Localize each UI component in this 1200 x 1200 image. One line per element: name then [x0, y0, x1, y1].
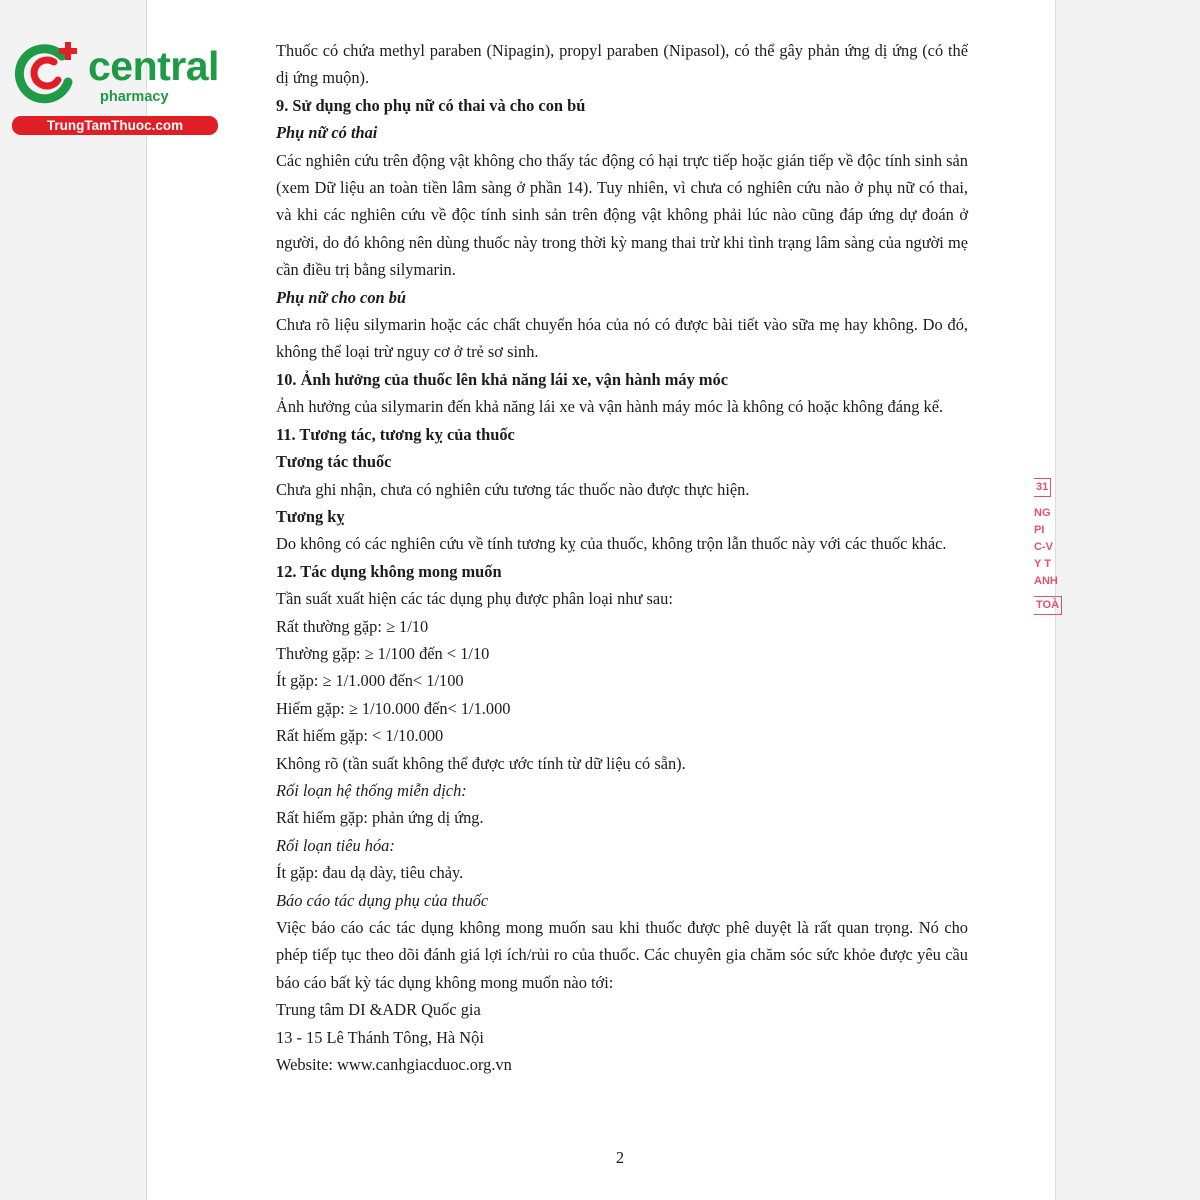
subsection-heading: Phụ nữ cho con bú [276, 287, 407, 307]
subsection-heading: Báo cáo tác dụng phụ của thuốc [276, 890, 489, 910]
paragraph: Rất hiếm gặp: < 1/10.000 [276, 726, 444, 746]
paragraph: Website: www.canhgiacduoc.org.vn [276, 1055, 512, 1075]
stamp-text-line: PI [1034, 524, 1045, 536]
logo-site-banner: TrungTamThuoc.com [12, 116, 218, 135]
section-heading: Tương tác thuốc [276, 452, 392, 472]
paragraph: Hiếm gặp: ≥ 1/10.000 đến< 1/1.000 [276, 698, 511, 718]
stamp-text [1034, 539, 1060, 556]
paragraph: Việc báo cáo các tác dụng không mong muốn sau khi thuốc được phê duyệt là rất quan trọng. Nó cho phép tiếp tục theo dõi đánh giá lợi ích/rủi ro của thuốc. Các chuyên gia chăm sóc sức khỏe được yêu cầu báo cáo bất kỳ tác dụng không mong muốn nào tới: [276, 918, 968, 992]
subsection-heading: Rối loạn tiêu hóa: [276, 835, 395, 855]
paragraph: Trung tâm DI &ADR Quốc gia [276, 1000, 481, 1020]
subsection-heading: Phụ nữ có thai [276, 123, 378, 143]
stamp-text-line: 31 [1034, 478, 1051, 497]
stamp-text [1034, 556, 1060, 573]
paragraph: Do không có các nghiên cứu về tính tương kỵ của thuốc, không trộn lẫn thuốc này với các thuốc khác. [276, 534, 947, 554]
stamp-text [1034, 596, 1060, 615]
central-pharmacy-logo[interactable] [10, 36, 219, 136]
paragraph: Không rõ (tần suất không thể được ước tính từ dữ liệu có sẵn). [276, 753, 686, 773]
logo-subtitle: pharmacy [100, 89, 169, 105]
stamp-text-line: TOÀ [1034, 596, 1062, 615]
stamp-text-line: C-V [1034, 541, 1053, 553]
paragraph: Chưa ghi nhận, chưa có nghiên cứu tương tác thuốc nào được thực hiện. [276, 479, 750, 499]
stamp-text-line: ANH [1034, 575, 1058, 587]
paragraph: Chưa rõ liệu silymarin hoặc các chất chuyển hóa của nó có được bài tiết vào sữa mẹ hay không. Do đó, không thể loại trừ nguy cơ ở trẻ sơ sinh. [276, 315, 968, 362]
subsection-heading: Rối loạn hệ thống miễn dịch: [276, 780, 467, 800]
paragraph: Tần suất xuất hiện các tác dụng phụ được phân loại như sau: [276, 589, 673, 609]
paragraph: 13 - 15 Lê Thánh Tông, Hà Nội [276, 1027, 484, 1047]
paragraph: Thường gặp: ≥ 1/100 đến < 1/10 [276, 643, 490, 663]
stamp-text-line: NG [1034, 507, 1051, 519]
red-stamp-fragment [1034, 478, 1060, 638]
stamp-text [1034, 478, 1060, 497]
paragraph: Ảnh hưởng của silymarin đến khả năng lái xe và vận hành máy móc là không có hoặc không đáng kể. [276, 397, 944, 417]
stamp-text-line: Y T [1034, 558, 1051, 570]
paragraph: Thuốc có chứa methyl paraben (Nipagin), propyl paraben (Nipasol), có thể gây phản ứng dị ứng (có thể dị ứng muộn). [276, 41, 968, 88]
stamp-text [1034, 522, 1060, 539]
section-heading: 12. Tác dụng không mong muốn [276, 561, 502, 581]
page-number: 2 [615, 1148, 625, 1167]
document-body [276, 37, 968, 1078]
paragraph: Ít gặp: ≥ 1/1.000 đến< 1/100 [276, 671, 464, 691]
section-heading: 11. Tương tác, tương kỵ của thuốc [276, 424, 515, 444]
pharmacy-cross-logo-icon [10, 36, 84, 110]
stamp-text [1034, 505, 1060, 522]
section-heading: Tương kỵ [276, 506, 345, 526]
section-heading: 10. Ảnh hưởng của thuốc lên khả năng lái xe, vận hành máy móc [276, 369, 728, 389]
paragraph: Rất hiếm gặp: phản ứng dị ứng. [276, 808, 484, 828]
paragraph: Rất thường gặp: ≥ 1/10 [276, 616, 429, 636]
paragraph: Ít gặp: đau dạ dày, tiêu chảy. [276, 863, 464, 883]
logo-name: central [88, 43, 219, 89]
paragraph: Các nghiên cứu trên động vật không cho thấy tác động có hại trực tiếp hoặc gián tiếp về độc tính sinh sản (xem Dữ liệu an toàn tiền lâm sàng ở phần 14). Tuy nhiên, vì chưa có nghiên cứu nào ở phụ nữ có thai, và khi các nghiên cứu về độc tính sinh sản trên động vật không phải lúc nào cũng đáp ứng dự đoán ở người, do đó không nên dùng thuốc này trong thời kỳ mang thai trừ khi tình trạng lâm sàng của người mẹ cần điều trị bằng silymarin. [276, 150, 968, 280]
section-heading: 9. Sử dụng cho phụ nữ có thai và cho con bú [276, 95, 586, 115]
stamp-text [1034, 573, 1060, 590]
